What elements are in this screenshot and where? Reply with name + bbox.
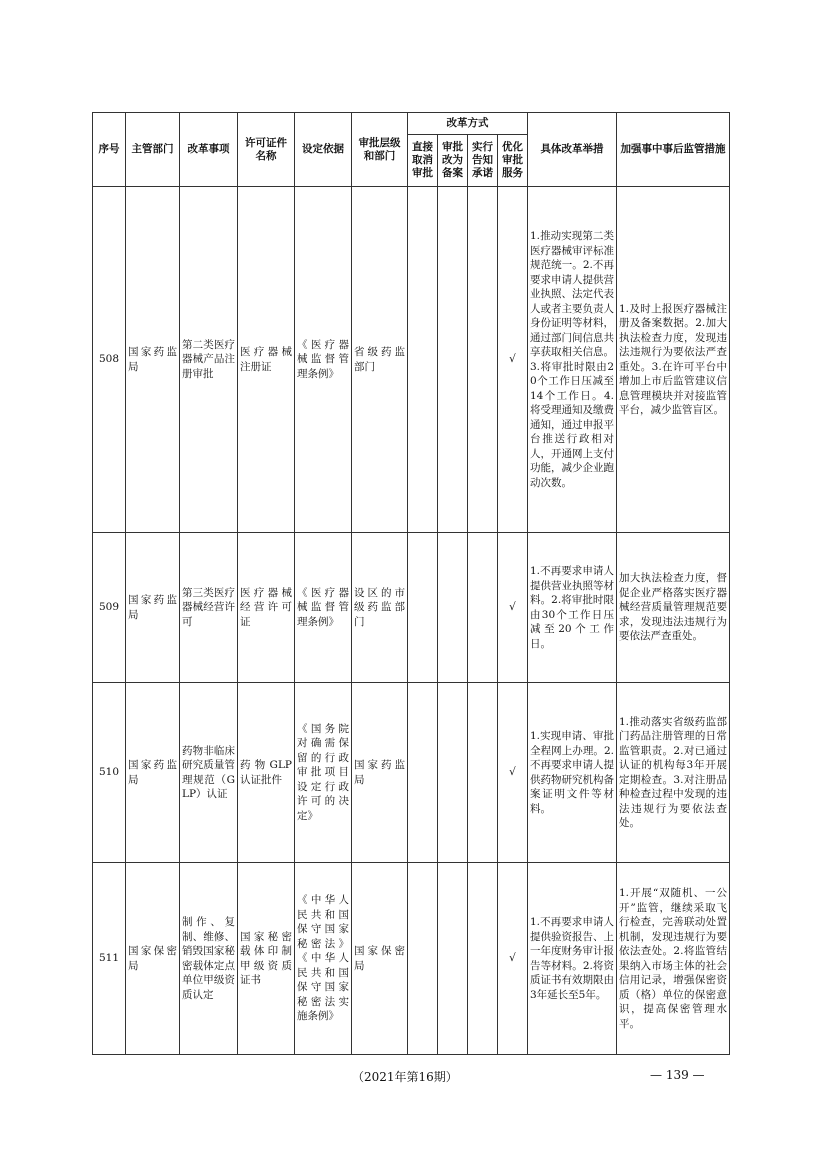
table-row (93, 683, 730, 863)
cell-supervision: 1.推动落实省级药监部门药品注册管理的日常监管职责。2.对已通过认证的机构每3年开展定期检查。3.对注册品种检查过程中发现的违法违规行为要依法查处。 (617, 683, 730, 863)
cell-mode-cancel (408, 533, 438, 683)
cell-no: 511 (93, 863, 126, 1055)
cell-level: 国家药监局 (352, 683, 408, 863)
cell-mode-record (438, 863, 468, 1055)
cell-supervision: 1.开展“双随机、一公开”监管，继续采取飞行检查，完善联动处置机制，发现违规行为要依法查处。2.将监管结果纳入市场主体的社会信用记录，增强保密资质（格）单位的保密意识，提高保密管理水平。 (617, 863, 730, 1055)
table-body (93, 187, 730, 1055)
cell-mode-cancel (408, 187, 438, 533)
cell-mode-optimize: √ (498, 187, 528, 533)
cell-mode-optimize: √ (498, 683, 528, 863)
header-license: 许可证件名称 (238, 113, 295, 187)
cell-mode-record (438, 187, 468, 533)
cell-department: 国家药监局 (126, 187, 180, 533)
header-department: 主管部门 (126, 113, 180, 187)
header-basis: 设定依据 (295, 113, 352, 187)
cell-mode-optimize: √ (498, 863, 528, 1055)
cell-basis: 《中华人民共和国保守国家秘密法》《中华人民共和国保守国家秘密法实施条例》 (295, 863, 352, 1055)
cell-no: 509 (93, 533, 126, 683)
cell-no: 510 (93, 683, 126, 863)
cell-basis: 《医疗器械监督管理条例》 (295, 187, 352, 533)
cell-mode-promise (468, 187, 498, 533)
cell-measures: 1.不再要求申请人提供验资报告、上一年度财务审计报告等材料。2.将资质证书有效期限由3年延长至5年。 (528, 863, 617, 1055)
cell-mode-record (438, 533, 468, 683)
cell-supervision: 加大执法检查力度，督促企业严格落实医疗器械经营质量管理规范要求，发现违法违规行为要依法严查重处。 (617, 533, 730, 683)
table-row (93, 187, 730, 533)
cell-measures: 1.推动实现第二类医疗器械审评标准规范统一。2.不再要求申请人提供营业执照、法定代表人或者主要负责人身份证明等材料，通过部门间信息共享获取相关信息。3.将审批时限由20个工作日压减至14个工作日。4.将受理通知及缴费通知，通过申报平台推送行政相对人，开通网上支付功能，减少企业跑动次数。 (528, 187, 617, 533)
cell-mode-promise (468, 863, 498, 1055)
cell-department: 国家保密局 (126, 863, 180, 1055)
cell-mode-record (438, 683, 468, 863)
cell-item: 第三类医疗器械经营许可 (180, 533, 238, 683)
cell-basis: 《医疗器械监督管理条例》 (295, 533, 352, 683)
table-row (93, 533, 730, 683)
cell-mode-cancel (408, 863, 438, 1055)
cell-mode-optimize: √ (498, 533, 528, 683)
cell-mode-cancel (408, 683, 438, 863)
cell-item: 第二类医疗器械产品注册审批 (180, 187, 238, 533)
reform-table-frame (92, 112, 729, 1055)
cell-license: 药物GLP认证批件 (238, 683, 295, 863)
header-reform-mode: 改革方式 (408, 113, 528, 135)
cell-level: 国家保密局 (352, 863, 408, 1055)
cell-department: 国家药监局 (126, 533, 180, 683)
header-mode-record: 审批改为备案 (438, 135, 468, 187)
header-mode-cancel: 直接取消审批 (408, 135, 438, 187)
header-no: 序号 (93, 113, 126, 187)
cell-measures: 1.实现申请、审批全程网上办理。2.不再要求申请人提供药物研究机构备案证明文件等材料。 (528, 683, 617, 863)
cell-level: 设区的市级药监部门 (352, 533, 408, 683)
cell-measures: 1.不再要求申请人提供营业执照等材料。2.将审批时限由30个工作日压减至20个工作日。 (528, 533, 617, 683)
cell-no: 508 (93, 187, 126, 533)
cell-item: 药物非临床研究质量管理规范（GLP）认证 (180, 683, 238, 863)
cell-basis: 《国务院对确需保留的行政审批项目设定行政许可的决定》 (295, 683, 352, 863)
header-mode-optimize: 优化审批服务 (498, 135, 528, 187)
cell-supervision: 1.及时上报医疗器械注册及备案数据。2.加大执法检查力度，发现违法违规行为要依法严查重处。3.在许可平台中增加上市后监管建议信息管理模块并对接监管平台，减少监管盲区。 (617, 187, 730, 533)
cell-item: 制作、复制、维修、销毁国家秘密载体定点单位甲级资质认定 (180, 863, 238, 1055)
cell-mode-promise (468, 683, 498, 863)
cell-license: 医疗器械经营许可证 (238, 533, 295, 683)
cell-department: 国家药监局 (126, 683, 180, 863)
table-header (93, 113, 730, 187)
issue-label: （2021年第16期） (352, 1070, 458, 1084)
header-mode-promise: 实行告知承诺 (468, 135, 498, 187)
page-number: — 139 — (650, 1068, 705, 1082)
reform-table (92, 112, 730, 1055)
header-item: 改革事项 (180, 113, 238, 187)
cell-license: 国家秘密载体印制甲级资质证书 (238, 863, 295, 1055)
header-level: 审批层级和部门 (352, 113, 408, 187)
cell-level: 省级药监部门 (352, 187, 408, 533)
header-supervision: 加强事中事后监管措施 (617, 113, 730, 187)
table-row (93, 863, 730, 1055)
header-measures: 具体改革举措 (528, 113, 617, 187)
cell-license: 医疗器械注册证 (238, 187, 295, 533)
cell-mode-promise (468, 533, 498, 683)
